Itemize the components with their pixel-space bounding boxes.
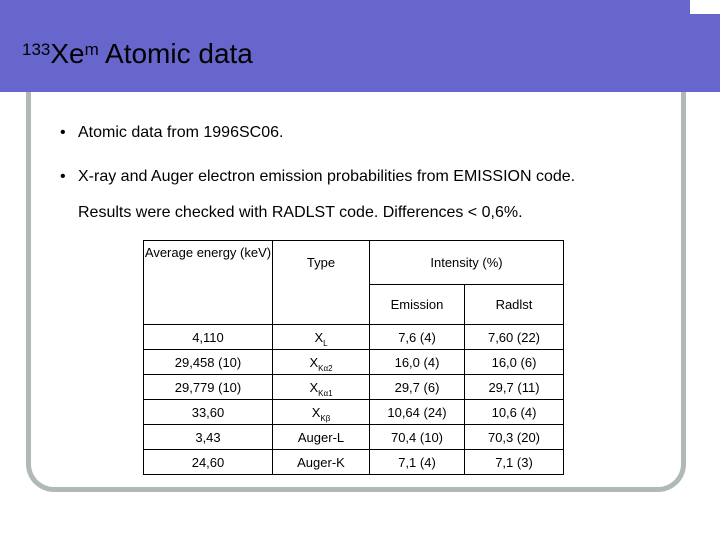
cell-emission: 7,6 (4)	[370, 325, 465, 350]
cell-type: $X_L$	[273, 325, 370, 350]
cell-energy: 3,43	[144, 425, 273, 450]
table-row	[144, 325, 564, 350]
table-row	[144, 400, 564, 425]
header-radlst: Radlst	[465, 285, 564, 325]
cell-energy: 29,779 (10)	[144, 375, 273, 400]
bullet-text-2: X-ray and Auger electron emission probabilities from EMISSION code.	[78, 168, 576, 185]
cell-type: $X_{K\beta}$	[273, 400, 370, 425]
frame-left-edge	[26, 92, 31, 104]
cell-radlst: 29,7 (11)	[465, 375, 564, 400]
frame-right-edge	[681, 92, 686, 104]
title-rest: Atomic data	[105, 38, 253, 69]
cell-energy: 29,458 (10)	[144, 350, 273, 375]
atomic-data-table	[143, 240, 564, 475]
mass-number: 133	[22, 40, 51, 59]
cell-energy: 33,60	[144, 400, 273, 425]
cell-type: $X_{K\alpha 2}$	[273, 350, 370, 375]
isomer-state: m	[84, 40, 99, 59]
cell-emission: 10,64 (24)	[370, 400, 465, 425]
slide-title	[22, 38, 253, 70]
cell-radlst: 10,6 (4)	[465, 400, 564, 425]
cell-radlst: 70,3 (20)	[465, 425, 564, 450]
cell-energy: 4,110	[144, 325, 273, 350]
header-emission: Emission	[370, 285, 465, 325]
header-intensity: Intensity (%)	[370, 241, 564, 285]
cell-emission: 7,1 (4)	[370, 450, 465, 475]
cell-radlst: 7,1 (3)	[465, 450, 564, 475]
cell-emission: 16,0 (4)	[370, 350, 465, 375]
header-notch	[690, 0, 720, 14]
bullet-text-1: Atomic data from 1996SC06.	[78, 124, 284, 141]
header-type: Type	[273, 241, 370, 325]
cell-type: $X_{K\alpha 1}$	[273, 375, 370, 400]
cell-emission: 70,4 (10)	[370, 425, 465, 450]
cell-type: Auger-L	[273, 425, 370, 450]
table-row	[144, 425, 564, 450]
header-energy: Average energy (keV)	[144, 241, 273, 325]
title-underline	[84, 92, 636, 97]
table-row	[144, 375, 564, 400]
cell-emission: 29,7 (6)	[370, 375, 465, 400]
element-symbol: Xe	[50, 38, 85, 69]
bullet-marker-1: •	[60, 124, 66, 141]
note-text: Results were checked with RADLST code. Differences < 0,6%.	[78, 204, 523, 221]
cell-radlst: 16,0 (6)	[465, 350, 564, 375]
cell-type: Auger-K	[273, 450, 370, 475]
cell-radlst: 7,60 (22)	[465, 325, 564, 350]
table-row	[144, 450, 564, 475]
cell-energy: 24,60	[144, 450, 273, 475]
bullet-marker-2: •	[60, 168, 66, 185]
table-row	[144, 350, 564, 375]
